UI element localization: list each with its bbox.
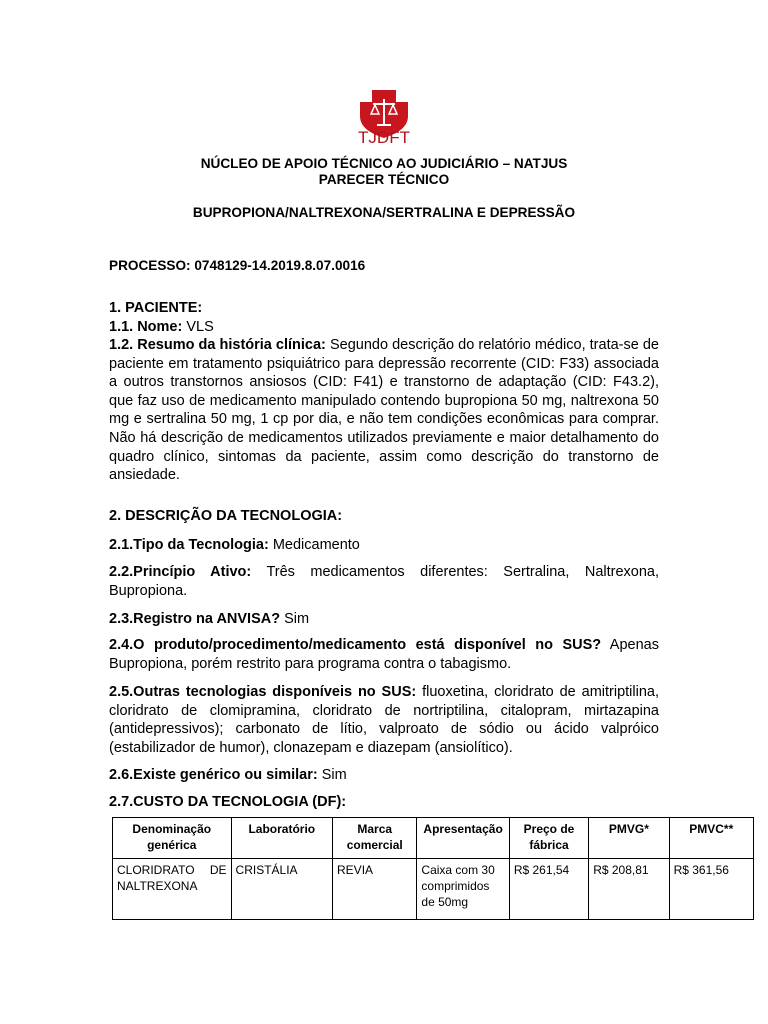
section-1-title: 1. PACIENTE: xyxy=(109,300,203,316)
anvisa-registration xyxy=(109,610,659,629)
table-header-row xyxy=(113,818,754,859)
sus-availability xyxy=(109,636,659,673)
cell-pmvc: R$ 361,56 xyxy=(669,859,753,920)
active-principle-label: 2.2.Princípio Ativo: xyxy=(109,564,252,580)
generic-label: 2.6.Existe genérico ou similar: xyxy=(109,767,318,783)
header-apresentacao: Apresentação xyxy=(417,818,509,859)
logo-text: TJDFT xyxy=(358,128,410,147)
patient-name-label: 1.1. Nome: xyxy=(109,319,183,335)
generic-similar xyxy=(109,766,659,785)
header-pmvg: PMVG* xyxy=(589,818,669,859)
other-technologies-label: 2.5.Outras tecnologias disponíveis no SUS: xyxy=(109,684,417,700)
cell-denominacao: CLORIDRATO DE NALTREXONA xyxy=(113,859,232,920)
anvisa-value: Sim xyxy=(280,611,310,627)
cell-laboratorio: CRISTÁLIA xyxy=(231,859,332,920)
document-subject: BUPROPIONA/NALTREXONA/SERTRALINA E DEPRESSÃO xyxy=(192,205,576,220)
document-type: PARECER TÉCNICO xyxy=(318,172,450,187)
other-technologies-value: fluoxetina, cloridrato de amitriptilina, cloridrato de clomipramina, cloridrato de nortriptilina, citalopram, mirtazapina (antidepressivos); carbonato de lítio, valproato de sódio ou ácido valpróico (estabilizador de humor), clonazepam e diazepam (ansiolítico). xyxy=(109,684,659,756)
cell-pmvg: R$ 208,81 xyxy=(589,859,669,920)
clinical-summary-label: 1.2. Resumo da história clínica: xyxy=(109,337,326,353)
cost-title: 2.7.CUSTO DA TECNOLOGIA (DF): xyxy=(109,794,347,810)
clinical-summary-text: Segundo descrição do relatório médico, trata-se de paciente em tratamento psiquiátrico para depressão recorrente (CID: F33) associada a outros transtornos ansiosos (CID: F41) e transtorno de adaptação (CID: F43.2), que faz uso de medicamento manipulado contendo bupropiona 50 mg, naltrexona 50 mg e sertralina 50 mg, 1 cp por dia, e não tem condições econômicas para comprar. Não há descrição de medicamentos utilizados previamente e maior detalhamento do quadro clínico, sintomas da paciente, assim como descrição do transtorno de ansiedade. xyxy=(109,337,659,484)
table-row xyxy=(113,859,754,920)
anvisa-label: 2.3.Registro na ANVISA? xyxy=(109,611,281,627)
header-pmvc: PMVC** xyxy=(669,818,753,859)
header-preco: Preço de fábrica xyxy=(509,818,588,859)
cell-apresentacao: Caixa com 30 comprimidos de 50mg xyxy=(417,859,509,920)
patient-name-value: VLS xyxy=(182,319,214,335)
active-principle-value: Três medicamentos diferentes: Sertralina, Naltrexona, Bupropiona. xyxy=(109,564,659,599)
technology-type-label: 2.1.Tipo da Tecnologia: xyxy=(109,537,269,553)
active-principle xyxy=(109,563,659,600)
other-technologies xyxy=(109,683,659,757)
header-denominacao: Denominação genérica xyxy=(113,818,232,859)
patient-name-line xyxy=(109,318,659,337)
cost-table xyxy=(112,817,754,920)
generic-value: Sim xyxy=(317,767,347,783)
sus-label: 2.4.O produto/procedimento/medicamento está disponível no SUS? xyxy=(109,637,602,653)
technology-type xyxy=(109,536,659,555)
cell-preco: R$ 261,54 xyxy=(509,859,588,920)
clinical-summary xyxy=(109,336,659,485)
sus-value: Apenas Bupropiona, porém restrito para programa contra o tabagismo. xyxy=(109,637,659,672)
section-2-title: 2. DESCRIÇÃO DA TECNOLOGIA: xyxy=(109,508,343,524)
header-laboratorio: Laboratório xyxy=(231,818,332,859)
process-number: PROCESSO: 0748129-14.2019.8.07.0016 xyxy=(109,258,366,273)
header-marca: Marca comercial xyxy=(333,818,417,859)
technology-type-value: Medicamento xyxy=(268,537,360,553)
cell-marca: REVIA xyxy=(333,859,417,920)
institution-title: NÚCLEO DE APOIO TÉCNICO AO JUDICIÁRIO – NATJUS xyxy=(200,156,568,171)
